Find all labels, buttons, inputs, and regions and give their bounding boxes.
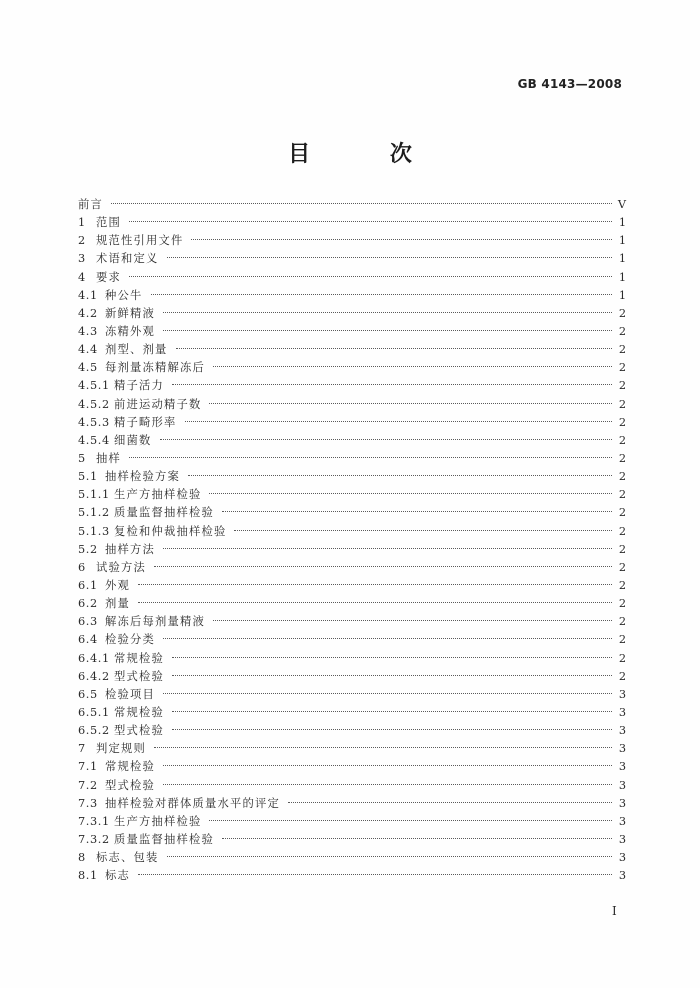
toc-entry-label: 抽样检验方案 <box>105 470 180 484</box>
toc-entry-label: 试验方法 <box>96 560 146 574</box>
toc-entry-number: 2 <box>78 234 86 248</box>
toc-entry-label: 质量监督抽样检验 <box>114 832 214 846</box>
toc-entry-number: 4.4 <box>78 343 98 357</box>
toc-entry-number: 6.3 <box>78 615 98 629</box>
toc-entry[interactable] <box>78 867 626 885</box>
dot-leader <box>222 511 612 512</box>
toc-entry-number: 4.2 <box>78 306 98 320</box>
toc-entry-label: 复检和仲裁抽样检验 <box>114 524 227 538</box>
toc-entry-label: 冻精外观 <box>105 324 155 338</box>
toc-entry[interactable] <box>78 432 626 450</box>
toc-entry-number: 8 <box>78 851 86 865</box>
dot-leader <box>209 403 612 404</box>
toc-entry-page: 3 <box>618 687 626 701</box>
toc-entry-page: 2 <box>618 615 626 629</box>
toc-entry-label: 生产方抽样检验 <box>114 488 202 502</box>
dot-leader <box>163 638 612 639</box>
toc-entry[interactable] <box>78 359 626 377</box>
toc-entry-label: 检验项目 <box>105 687 155 701</box>
toc-entry-page: 2 <box>618 451 626 465</box>
toc-entry-label: 常规检验 <box>105 760 155 774</box>
toc-entry-number: 5.1.3 <box>78 524 110 538</box>
toc-entry-label: 每剂量冻精解冻后 <box>105 361 205 375</box>
toc-entry-label: 型式检验 <box>114 724 164 738</box>
toc-entry-label: 前言 <box>78 198 103 211</box>
toc-entry[interactable] <box>78 595 626 613</box>
toc-entry-number: 6.4 <box>78 633 98 647</box>
toc-entry[interactable] <box>78 232 626 250</box>
toc-entry-label: 精子活力 <box>114 379 164 393</box>
toc-entry[interactable] <box>78 269 626 287</box>
toc-entry-page: 3 <box>618 869 626 883</box>
dot-leader <box>154 566 612 567</box>
toc-entry-number: 5 <box>78 451 86 465</box>
toc-entry-page: 3 <box>618 724 626 738</box>
toc-entry-label: 要求 <box>96 270 121 284</box>
toc-entry-number: 6.4.2 <box>78 669 110 683</box>
toc-entry[interactable] <box>78 813 626 831</box>
toc-entry[interactable] <box>78 450 626 468</box>
dot-leader <box>138 584 612 585</box>
toc-entry-page: 2 <box>618 488 626 502</box>
toc-entry-number: 5.1.1 <box>78 488 110 502</box>
toc-entry-label: 标志、包装 <box>96 851 159 865</box>
dot-leader <box>172 657 612 658</box>
dot-leader <box>163 330 612 331</box>
dot-leader <box>188 475 612 476</box>
toc-entry[interactable] <box>78 341 626 359</box>
toc-entry-label: 外观 <box>105 578 130 592</box>
toc-entry-label: 剂型、剂量 <box>105 343 168 357</box>
dot-leader <box>209 820 612 821</box>
toc-entry-page: 2 <box>618 324 626 338</box>
toc-entry[interactable] <box>78 504 626 522</box>
toc-entry-number: 6.4.1 <box>78 651 110 665</box>
toc-entry-label: 生产方抽样检验 <box>114 814 202 828</box>
toc-entry[interactable] <box>78 849 626 867</box>
toc-entry[interactable] <box>78 613 626 631</box>
toc-entry[interactable] <box>78 631 626 649</box>
toc-entry-number: 7.3.2 <box>78 832 110 846</box>
toc-entry-page: 2 <box>618 578 626 592</box>
toc-entry-number: 7.3.1 <box>78 814 110 828</box>
toc-entry-label: 精子畸形率 <box>114 415 177 429</box>
toc-entry-number: 7 <box>78 742 86 756</box>
dot-leader <box>129 276 612 277</box>
toc-entry-page: 2 <box>618 651 626 665</box>
dot-leader <box>191 239 612 240</box>
toc-entry-number: 7.2 <box>78 778 98 792</box>
toc-entry-label: 范围 <box>96 216 121 230</box>
toc-entry[interactable] <box>78 795 626 813</box>
toc-entry-page: 2 <box>618 379 626 393</box>
toc-entry-page: 3 <box>618 760 626 774</box>
toc-entry-label: 质量监督抽样检验 <box>114 506 214 520</box>
toc-entry[interactable] <box>78 740 626 758</box>
toc-entry-label: 细菌数 <box>114 433 152 447</box>
toc-entry-number: 6.1 <box>78 578 98 592</box>
dot-leader <box>167 856 613 857</box>
dot-leader <box>111 203 612 204</box>
dot-leader <box>234 530 612 531</box>
page-title: 目 次 <box>288 142 448 167</box>
toc-entry[interactable] <box>78 777 626 795</box>
toc-entry-number: 6.5.1 <box>78 705 110 719</box>
toc-entry-number: 7.1 <box>78 760 98 774</box>
dot-leader <box>167 257 613 258</box>
toc-entry-label: 前进运动精子数 <box>114 397 202 411</box>
toc-entry-label: 检验分类 <box>105 633 155 647</box>
toc-entry-label: 型式检验 <box>114 669 164 683</box>
toc-entry-number: 5.1 <box>78 470 98 484</box>
toc-entry-page: 2 <box>618 597 626 611</box>
toc-entry-number: 6 <box>78 560 86 574</box>
toc-entry-label: 抽样检验对群体质量水平的评定 <box>105 796 280 810</box>
toc-entry[interactable] <box>78 214 626 232</box>
dot-leader <box>129 457 612 458</box>
toc-entry[interactable] <box>78 541 626 559</box>
toc-entry-label: 解冻后每剂量精液 <box>105 615 205 629</box>
toc-entry-number: 8.1 <box>78 869 98 883</box>
toc-entry-page: 1 <box>618 270 626 284</box>
toc-entry-label: 抽样 <box>96 451 121 465</box>
toc-entry[interactable] <box>78 559 626 577</box>
toc-entry-label: 种公牛 <box>105 288 143 302</box>
toc-entry-label: 新鲜精液 <box>105 306 155 320</box>
toc-entry-number: 5.1.2 <box>78 506 110 520</box>
toc-entry-number: 6.5.2 <box>78 724 110 738</box>
toc-entry-page: 2 <box>618 397 626 411</box>
toc-entry[interactable] <box>78 722 626 740</box>
toc-entry-label: 术语和定义 <box>96 252 159 266</box>
toc-entry[interactable] <box>78 287 626 305</box>
toc-entry-page: 2 <box>618 542 626 556</box>
toc-entry-page: 3 <box>618 832 626 846</box>
toc-entry-number: 4.5 <box>78 361 98 375</box>
toc-entry-number: 4.5.1 <box>78 379 110 393</box>
toc-entry-page: 2 <box>618 669 626 683</box>
toc-entry[interactable] <box>78 468 626 486</box>
dot-leader <box>172 729 612 730</box>
dot-leader <box>172 384 612 385</box>
toc-entry-number: 5.2 <box>78 542 98 556</box>
toc-entry-page: Ⅴ <box>617 198 626 211</box>
toc-entry-page: 2 <box>618 506 626 520</box>
toc-entry-page: 2 <box>618 343 626 357</box>
toc-entry[interactable] <box>78 831 626 849</box>
dot-leader <box>163 548 612 549</box>
toc-entry-page: 3 <box>618 851 626 865</box>
toc-entry[interactable] <box>78 704 626 722</box>
table-of-contents <box>78 196 626 885</box>
toc-entry[interactable] <box>78 305 626 323</box>
toc-entry[interactable] <box>78 377 626 395</box>
toc-entry-page: 1 <box>618 216 626 230</box>
dot-leader <box>163 765 612 766</box>
toc-entry-page: 2 <box>618 415 626 429</box>
toc-entry-page: 3 <box>618 742 626 756</box>
toc-entry-number: 7.3 <box>78 796 98 810</box>
toc-entry-label: 规范性引用文件 <box>96 234 184 248</box>
toc-entry-label: 常规检验 <box>114 651 164 665</box>
dot-leader <box>176 348 613 349</box>
standard-code: GB 4143—2008 <box>517 77 622 91</box>
toc-entry-label: 标志 <box>105 869 130 883</box>
dot-leader <box>138 602 612 603</box>
toc-entry-page: 1 <box>618 234 626 248</box>
toc-entry-page: 3 <box>618 796 626 810</box>
toc-entry-page: 2 <box>618 306 626 320</box>
toc-entry-page: 3 <box>618 705 626 719</box>
toc-entry-page: 2 <box>618 560 626 574</box>
toc-entry-number: 3 <box>78 252 86 266</box>
dot-leader <box>129 221 612 222</box>
toc-entry-label: 常规检验 <box>114 705 164 719</box>
toc-entry-number: 6.5 <box>78 687 98 701</box>
dot-leader <box>288 802 612 803</box>
dot-leader <box>222 838 612 839</box>
toc-entry-number: 1 <box>78 216 86 230</box>
toc-entry-page: 1 <box>618 288 626 302</box>
toc-entry[interactable] <box>78 686 626 704</box>
dot-leader <box>172 675 612 676</box>
toc-entry[interactable] <box>78 577 626 595</box>
toc-entry-number: 4 <box>78 270 86 284</box>
page-folio: Ⅰ <box>612 904 617 918</box>
toc-entry-page: 2 <box>618 433 626 447</box>
toc-entry[interactable] <box>78 668 626 686</box>
toc-entry-page: 1 <box>618 252 626 266</box>
toc-entry-label: 型式检验 <box>105 778 155 792</box>
dot-leader <box>154 747 612 748</box>
dot-leader <box>163 784 612 785</box>
toc-entry-page: 3 <box>618 778 626 792</box>
dot-leader <box>209 493 612 494</box>
toc-entry[interactable] <box>78 196 626 214</box>
dot-leader <box>213 620 612 621</box>
toc-entry[interactable] <box>78 758 626 776</box>
dot-leader <box>163 693 612 694</box>
toc-entry[interactable] <box>78 486 626 504</box>
toc-entry-label: 判定规则 <box>96 742 146 756</box>
toc-entry-number: 4.1 <box>78 288 98 302</box>
toc-entry[interactable] <box>78 323 626 341</box>
toc-entry[interactable] <box>78 650 626 668</box>
toc-entry-label: 抽样方法 <box>105 542 155 556</box>
toc-entry[interactable] <box>78 250 626 268</box>
toc-entry-page: 3 <box>618 814 626 828</box>
toc-entry-page: 2 <box>618 470 626 484</box>
toc-entry-number: 6.2 <box>78 597 98 611</box>
toc-entry-number: 4.3 <box>78 324 98 338</box>
dot-leader <box>151 294 613 295</box>
toc-entry-number: 4.5.3 <box>78 415 110 429</box>
dot-leader <box>138 874 612 875</box>
dot-leader <box>172 711 612 712</box>
toc-entry-number: 4.5.2 <box>78 397 110 411</box>
dot-leader <box>160 439 613 440</box>
dot-leader <box>213 366 612 367</box>
dot-leader <box>163 312 612 313</box>
toc-entry-page: 2 <box>618 633 626 647</box>
toc-entry[interactable] <box>78 396 626 414</box>
dot-leader <box>185 421 613 422</box>
toc-entry-label: 剂量 <box>105 597 130 611</box>
toc-entry[interactable] <box>78 414 626 432</box>
toc-entry-page: 2 <box>618 361 626 375</box>
toc-entry-number: 4.5.4 <box>78 433 110 447</box>
toc-entry[interactable] <box>78 523 626 541</box>
toc-entry-page: 2 <box>618 524 626 538</box>
